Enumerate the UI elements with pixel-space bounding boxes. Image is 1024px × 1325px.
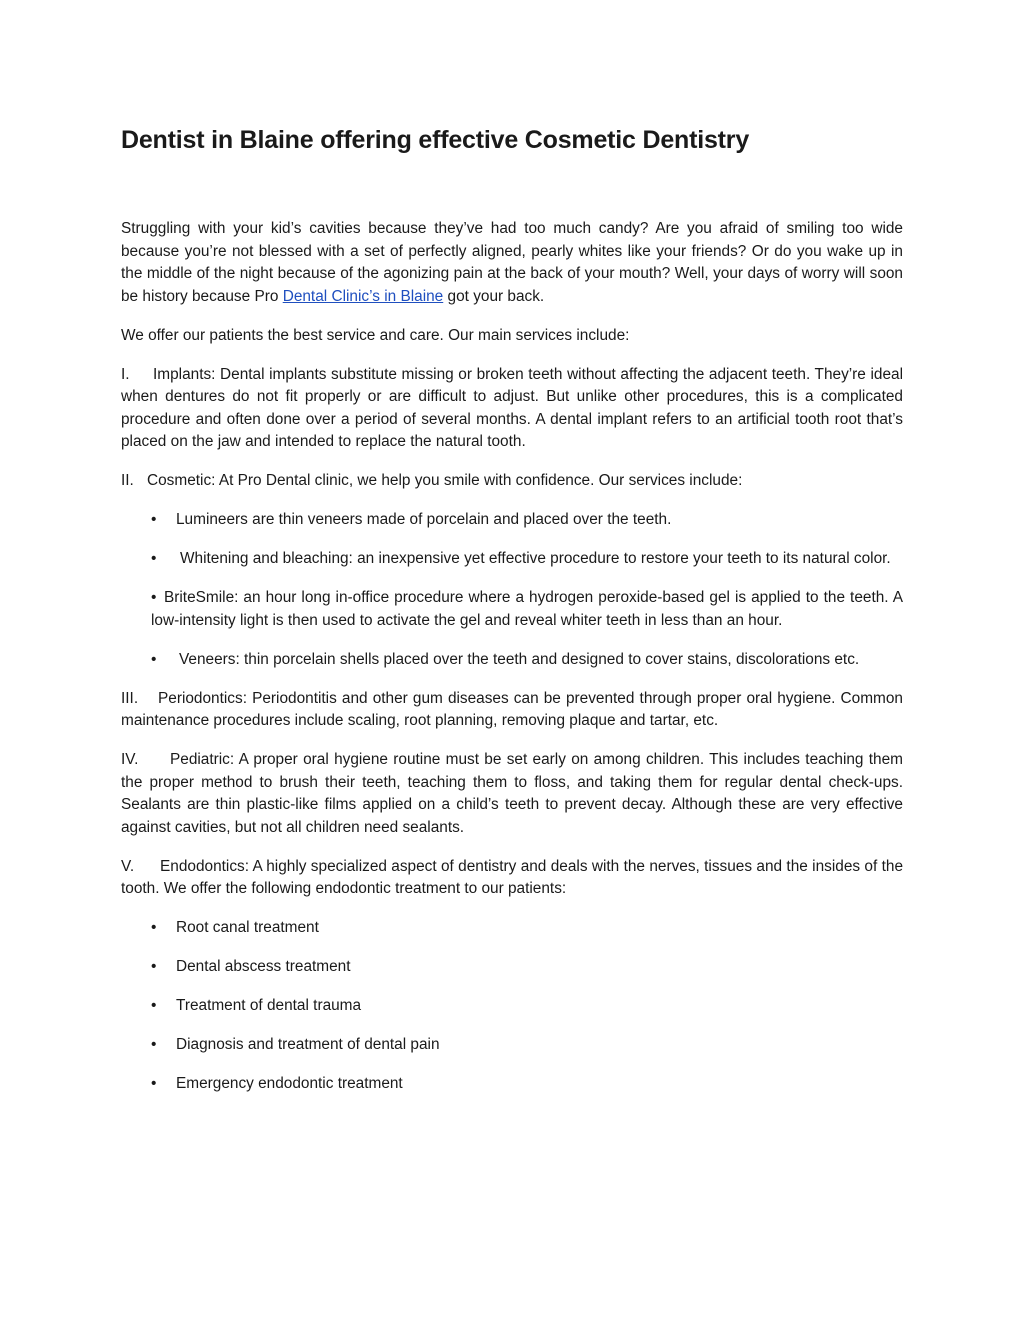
document-body (121, 218, 903, 1112)
section-implants (121, 364, 903, 454)
list-item-text: Whitening and bleaching: an inexpensive yet effective procedure to restore your teeth to its natural color. (180, 550, 891, 567)
section-numeral: IV. (121, 751, 139, 768)
list-item-text: Root canal treatment (176, 919, 319, 936)
section-text: Cosmetic: At Pro Dental clinic, we help you smile with confidence. Our services include: (147, 472, 743, 489)
section-text: Periodontics: Periodontitis and other gum diseases can be prevented through proper oral hygiene. Common maintenance procedures include scaling, root planning, removing plaque and tartar, etc. (121, 689, 903, 729)
bullet-icon: • (151, 550, 157, 567)
section-pediatric (121, 749, 903, 839)
list-item (151, 649, 903, 672)
bullet-icon: • (151, 919, 157, 936)
section-numeral: III. (121, 689, 139, 707)
list-item-text: Lumineers are thin veneers made of porcelain and placed over the teeth. (176, 511, 672, 528)
section-text: Implants: Dental implants substitute missing or broken teeth without affecting the adjacent teeth. They’re ideal when dentures do not fit properly or are difficult to adjust. But unlike other procedures, this is a complicated procedure and often done over a period of several months. A dental implant refers to an artificial tooth root that’s placed on the jaw and intended to replace the natural tooth. (121, 365, 903, 450)
list-item (151, 587, 903, 632)
section-numeral: I. (121, 365, 130, 383)
section-periodontics (121, 688, 903, 733)
bullet-icon: • (151, 997, 157, 1014)
list-item (151, 917, 903, 940)
list-item (151, 1034, 903, 1057)
services-intro: We offer our patients the best service and care. Our main services include: (121, 326, 630, 344)
section-numeral: II. (121, 472, 134, 489)
list-item (151, 1073, 903, 1096)
bullet-icon: • (151, 589, 157, 606)
intro-paragraph (121, 218, 903, 308)
bullet-icon: • (151, 1036, 157, 1053)
list-item-text: Veneers: thin porcelain shells placed over the teeth and designed to cover stains, discolorations etc. (179, 650, 860, 668)
list-item (151, 956, 903, 979)
intro-text-before: Struggling with your kid’s cavities because they’ve had too much candy? Are you afraid of smiling too wide because you’re not blessed with a set of perfectly aligned, pearly whites like your friends? Or do you wake up in the middle of the night because of the agonizing pain at the back of your mouth? Well, your days of worry will soon be history because Pro (121, 220, 903, 305)
list-item (151, 995, 903, 1018)
dental-clinic-link[interactable]: Dental Clinic’s in Blaine (282, 287, 444, 305)
list-item (151, 548, 903, 571)
list-item-text: BriteSmile: an hour long in-office procedure where a hydrogen peroxide-based gel is applied to the teeth. A low-intensity light is then used to activate the gel and reveal whiter teeth in less than an hour. (151, 589, 903, 629)
list-item-text: Treatment of dental trauma (176, 997, 362, 1014)
list-item-text: Emergency endodontic treatment (176, 1075, 403, 1092)
section-text: Endodontics: A highly specialized aspect of dentistry and deals with the nerves, tissues and the insides of the tooth. We offer the following endodontic treatment to our patients: (121, 857, 903, 897)
section-text: Pediatric: A proper oral hygiene routine must be set early on among children. This includes teaching them the proper method to brush their teeth, teaching them to floss, and taking them for regular dental check-ups. Sealants are thin plastic-like films applied on a child’s teeth to prevent decay. Although these are very effective against cavities, but not all children need sealants. (121, 751, 903, 836)
intro-text-after: got your back. (443, 287, 545, 305)
bullet-icon: • (151, 958, 157, 975)
list-item (151, 509, 903, 532)
bullet-icon: • (151, 1075, 157, 1092)
section-numeral: V. (121, 857, 135, 875)
section-cosmetic (121, 470, 903, 493)
bullet-icon: • (151, 511, 157, 528)
page-title: Dentist in Blaine offering effective Cosmetic Dentistry (121, 126, 750, 154)
section-endodontics (121, 856, 903, 901)
list-item-text: Dental abscess treatment (176, 958, 351, 975)
list-item-text: Diagnosis and treatment of dental pain (176, 1036, 440, 1053)
bullet-icon: • (151, 650, 157, 668)
